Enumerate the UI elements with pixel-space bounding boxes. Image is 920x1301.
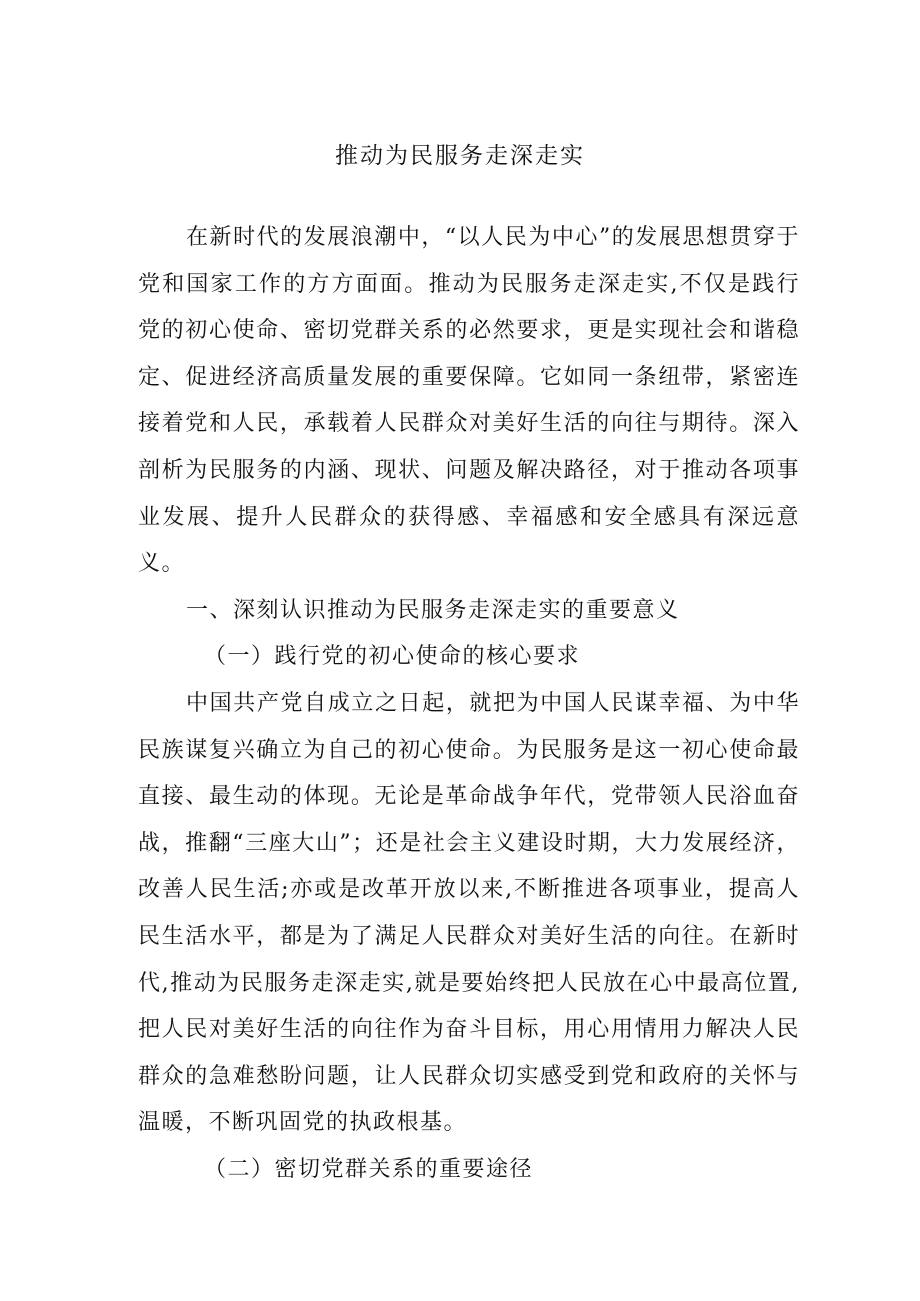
section-heading-1: 一、深刻认识推动为民服务走深走实的重要意义: [186, 597, 680, 623]
document-body: [138, 215, 800, 1193]
intro-paragraph: 在新时代的发展浪潮中，“以人民为中心”的发展思想贯穿于党和国家工作的方方面面。推动为民服务走深走实,不仅是践行党的初心使命、密切党群关系的必然要求，更是实现社会和谐稳定、促进经济高质量发展的重要保障。它如同一条纽带，紧密连接着党和人民，承载着人民群众对美好生活的向往与期待。深入剖析为民服务的内涵、现状、问题及解决路径，对于推动各项事业发展、提升人民群众的获得感、幸福感和安全感具有深远意义。: [138, 225, 800, 577]
subsection-heading-1: （一）践行党的初心使命的核心要求: [204, 644, 581, 670]
document-title: 推动为民服务走深走实: [335, 143, 585, 169]
body-paragraph-1: 中国共产党自成立之日起，就把为中国人民谋幸福、为中华民族谋复兴确立为自己的初心使命。为民服务是这一初心使命最直接、最生动的体现。无论是革命战争年代，党带领人民浴血奋战，推翻“三座大山”；还是社会主义建设时期，大力发展经济，改善人民生活;亦或是改革开放以来,不断推进各项事业，提高人民生活水平，都是为了满足人民群众对美好生活的向往。在新时代,推动为民服务走深走实,就是要始终把人民放在心中最高位置,把人民对美好生活的向往作为奋斗目标，用心用情用力解决人民群众的急难愁盼问题，让人民群众切实感受到党和政府的关怀与温暖，不断巩固党的执政根基。: [138, 690, 800, 1136]
subsection-heading-2: （二）密切党群关系的重要途径: [204, 1156, 534, 1182]
